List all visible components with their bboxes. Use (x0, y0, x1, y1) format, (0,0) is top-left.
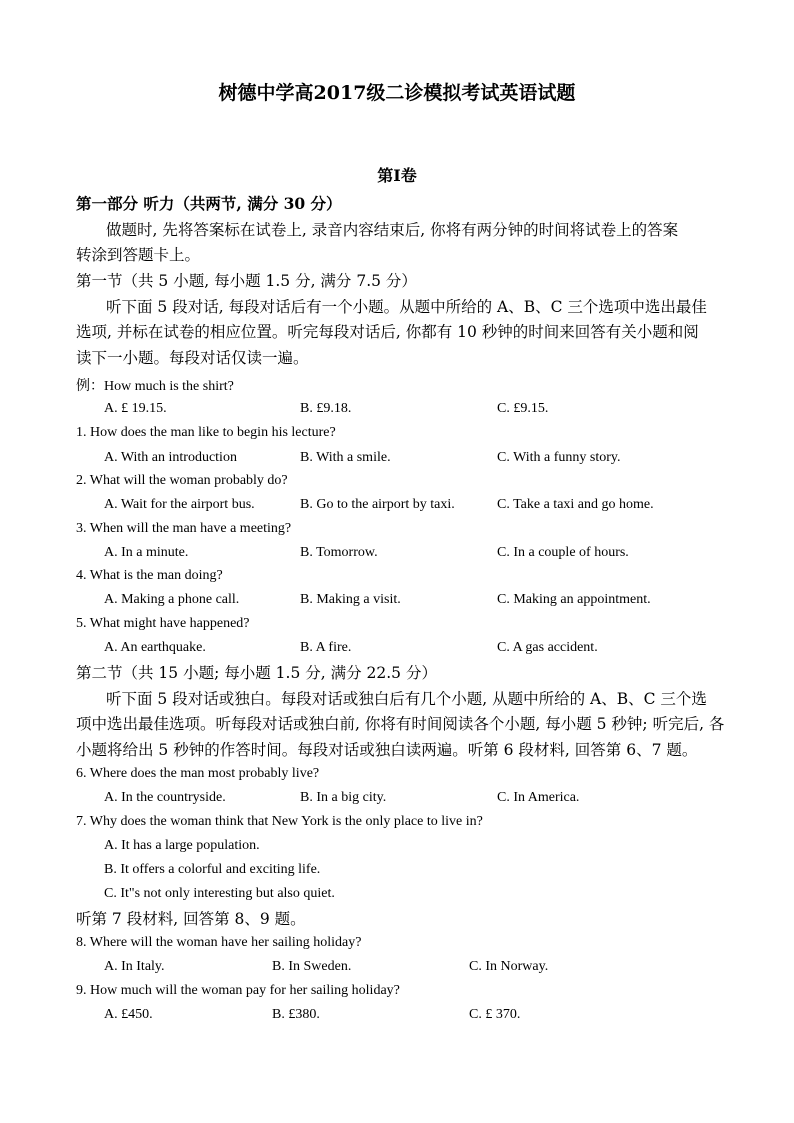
q4-option-b: B. Making a visit. (300, 592, 401, 607)
passage7-instruction: 听第 7 段材料, 回答第 8、9 题。 (76, 910, 306, 928)
q9-option-b: B. £380. (272, 1007, 320, 1022)
q7-option-b: B. It offers a colorful and exciting life. (104, 862, 321, 877)
example-option-b: B. £9.18. (300, 401, 352, 416)
section1-instr-line1: 听下面 5 段对话, 每段对话后有一个小题。从题中所给的 A、B、C 三个选项中选出最佳 (106, 298, 707, 316)
q7-option-c: C. It"s not only interesting but also quiet. (104, 886, 335, 901)
q8-option-b: B. In Sweden. (272, 959, 352, 974)
q6-option-c: C. In America. (497, 790, 580, 805)
q4-option-a: A. Making a phone call. (104, 592, 240, 607)
q4-question: 4. What is the man doing? (76, 568, 223, 583)
q5-option-b: B. A fire. (300, 640, 352, 655)
q2-question: 2. What will the woman probably do? (76, 473, 288, 488)
section2-instr-line1: 听下面 5 段对话或独白。每段对话或独白后有几个小题, 从题中所给的 A、B、C 三个选 (106, 690, 707, 708)
q5-option-c: C. A gas accident. (497, 640, 598, 655)
section2-heading: 第二节（共 15 小题; 每小题 1.5 分, 满分 22.5 分） (76, 664, 437, 682)
q9-question: 9. How much will the woman pay for her sailing holiday? (76, 983, 400, 998)
q9-option-a: A. £450. (104, 1007, 153, 1022)
q6-option-b: B. In a big city. (300, 790, 387, 805)
q6-option-a: A. In the countryside. (104, 790, 226, 805)
section2-instr-line2: 项中选出最佳选项。听每段对话或独白前, 你将有时间阅读各个小题, 每小题 5 秒钟; 听完后, 各 (76, 715, 725, 733)
exam-title: 树德中学高2017级二诊模拟考试英语试题 (218, 82, 576, 104)
q5-option-a: A. An earthquake. (104, 640, 206, 655)
q8-option-c: C. In Norway. (469, 959, 549, 974)
q5-question: 5. What might have happened? (76, 616, 250, 631)
q8-question: 8. Where will the woman have her sailing holiday? (76, 935, 362, 950)
q1-question: 1. How does the man like to begin his lecture? (76, 425, 336, 440)
q3-option-b: B. Tomorrow. (300, 545, 378, 560)
q1-option-a: A. With an introduction (104, 450, 237, 465)
q3-question: 3. When will the man have a meeting? (76, 521, 292, 536)
q4-option-c: C. Making an appointment. (497, 592, 651, 607)
q8-option-a: A. In Italy. (104, 959, 165, 974)
volume-heading: 第I卷 (377, 166, 417, 185)
q3-option-c: C. In a couple of hours. (497, 545, 629, 560)
section1-instr-line3: 读下一小题。每段对话仅读一遍。 (76, 349, 309, 367)
q9-option-c: C. £ 370. (469, 1007, 521, 1022)
q6-question: 6. Where does the man most probably live? (76, 766, 320, 781)
section1-instr-line2: 选项, 并标在试卷的相应位置。听完每段对话后, 你都有 10 秒钟的时间来回答有关小题和阅 (76, 323, 699, 341)
q2-option-a: A. Wait for the airport bus. (104, 497, 255, 512)
q2-option-c: C. Take a taxi and go home. (497, 497, 654, 512)
example-question: 例：How much is the shirt? (76, 379, 234, 394)
q1-option-b: B. With a smile. (300, 450, 391, 465)
q1-option-c: C. With a funny story. (497, 450, 621, 465)
section1-heading: 第一节（共 5 小题, 每小题 1.5 分, 满分 7.5 分） (76, 272, 417, 290)
q2-option-b: B. Go to the airport by taxi. (300, 497, 455, 512)
example-option-a: A. £ 19.15. (104, 401, 167, 416)
section2-instr-line3: 小题将给出 5 秒钟的作答时间。每段对话或独白读两遍。听第 6 段材料, 回答第 6、7 题。 (76, 741, 698, 759)
part1-intro-line2: 转涂到答题卡上。 (76, 246, 201, 264)
q7-option-a: A. It has a large population. (104, 838, 260, 853)
q7-question: 7. Why does the woman think that New York is the only place to live in? (76, 814, 483, 829)
example-option-c: C. £9.15. (497, 401, 549, 416)
q3-option-a: A. In a minute. (104, 545, 189, 560)
part1-intro-line1: 做题时, 先将答案标在试卷上, 录音内容结束后, 你将有两分钟的时间将试卷上的答案 (106, 221, 679, 239)
part1-heading: 第一部分 听力（共两节, 满分 30 分） (76, 194, 342, 213)
